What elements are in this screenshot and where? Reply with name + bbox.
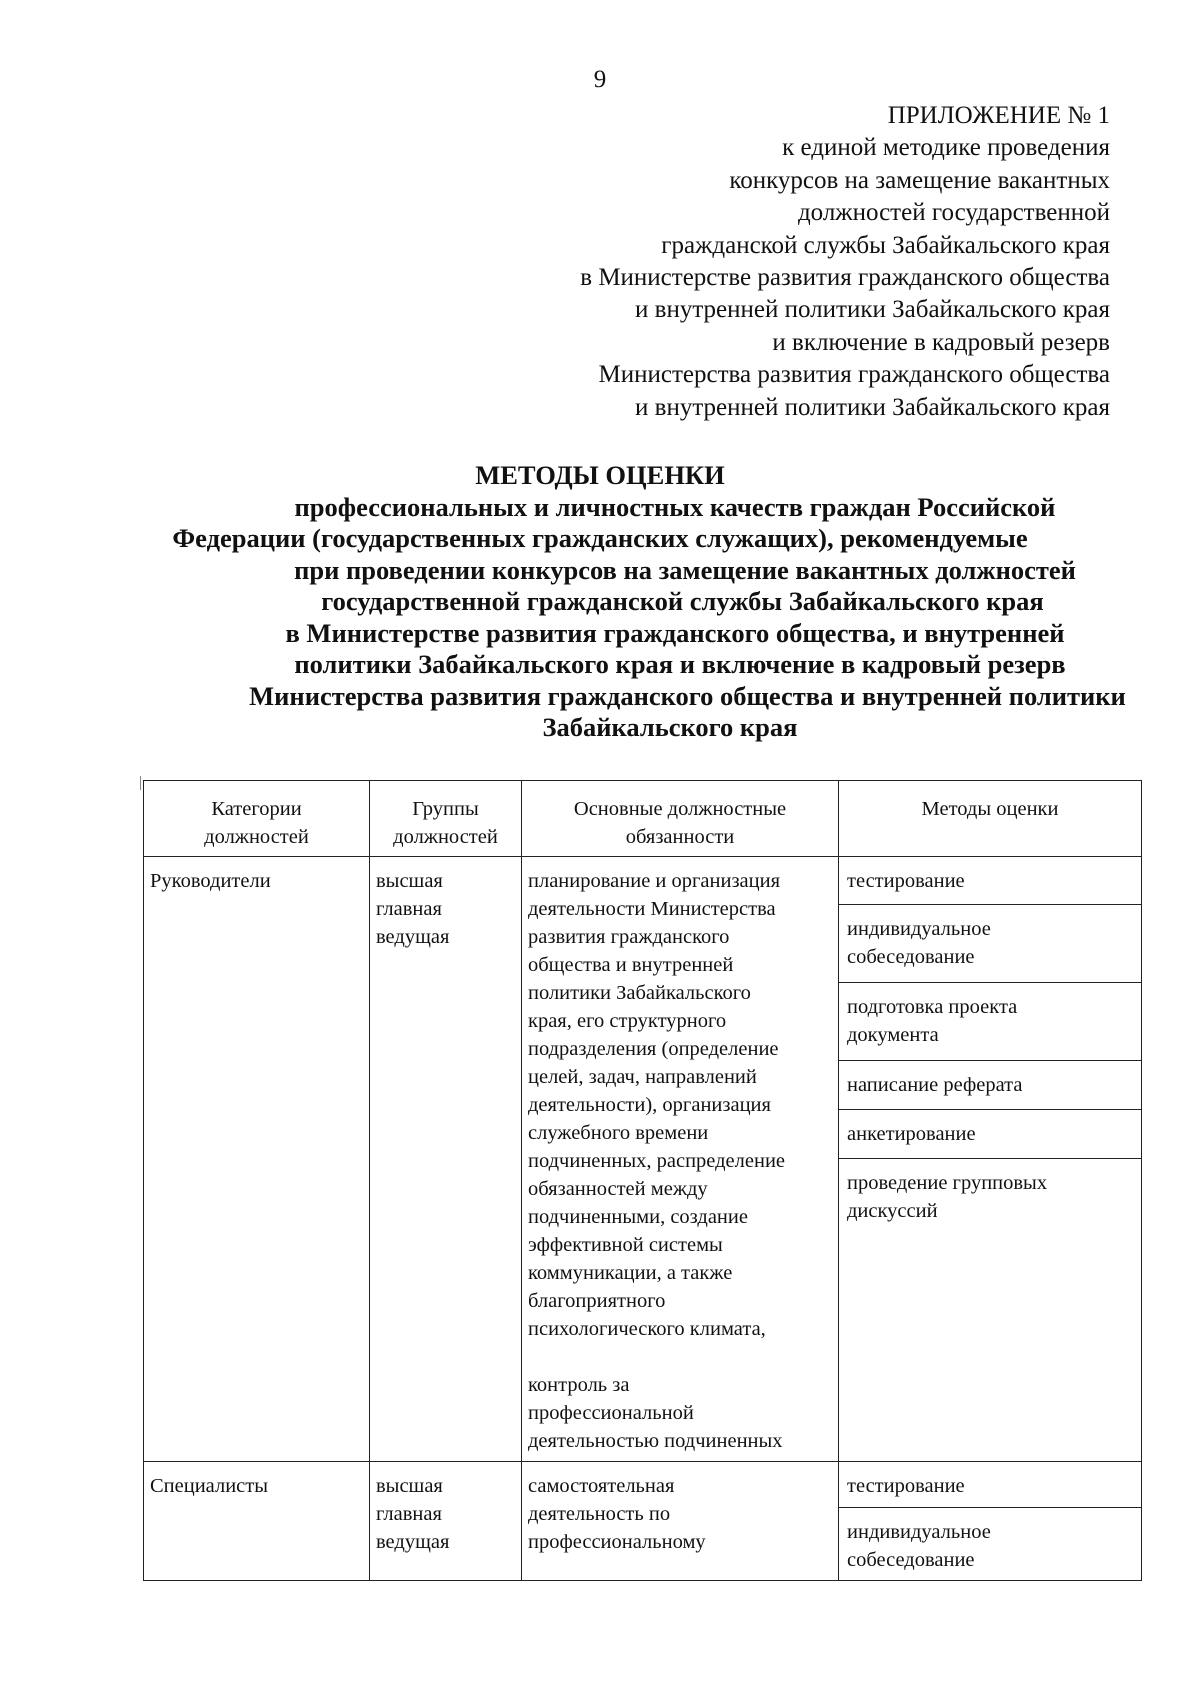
table-header-row xyxy=(144,781,1142,857)
margin-mark xyxy=(140,776,141,790)
appendix-line: и включение в кадровый резерв xyxy=(772,328,1110,356)
header-category: Категории должностей xyxy=(144,781,370,857)
title-line: Министерства развития гражданского общества и внутренней политики xyxy=(249,680,1126,711)
appendix-line: ПРИЛОЖЕНИЕ № 1 xyxy=(887,102,1110,129)
duties-cell xyxy=(522,857,839,1462)
assessment-methods-table xyxy=(143,780,1142,1581)
appendix-line: и внутренней политики Забайкальского края xyxy=(635,393,1110,421)
appendix-line: и внутренней политики Забайкальского края xyxy=(635,296,1110,324)
groups-cell: высшая главная ведущая xyxy=(370,857,522,1462)
method-item: анкетирование xyxy=(839,1110,1141,1159)
appendix-line: к единой методике проведения xyxy=(782,134,1110,162)
methods-cell xyxy=(839,1462,1142,1581)
duty-text: планирование и организация деятельности Министерства развития гражданского общества и внутренней политики Забайкальского края, его структурного подразделения (определение целей, задач, направлений деятельности), организация служебного времени подчиненных, распределение обязанностей между подчиненными, создание эффективной системы коммуникации, а также благоприятного психологического климата, xyxy=(528,870,786,1340)
duties-cell xyxy=(522,1462,839,1581)
method-item: проведение групповых дискуссий xyxy=(847,1172,1048,1222)
category-cell: Специалисты xyxy=(144,1462,370,1581)
title-line: в Министерстве развития гражданского общества, и внутренней xyxy=(285,617,1065,648)
appendix-line: должностей государственной xyxy=(797,199,1110,227)
table-row xyxy=(144,857,1142,1462)
appendix-line: Министерства развития гражданского общества xyxy=(598,361,1110,389)
duty-text: контроль за профессиональной деятельностью подчиненных xyxy=(528,1374,783,1452)
duty-text: самостоятельная деятельность по профессиональному xyxy=(528,1475,706,1553)
methods-cell xyxy=(839,857,1142,1462)
header-methods: Методы оценки xyxy=(839,781,1142,857)
document-title xyxy=(0,460,1200,744)
method-item: тестирование xyxy=(839,857,1141,905)
header-groups: Группы должностей xyxy=(370,781,522,857)
groups-cell: высшая главная ведущая xyxy=(370,1462,522,1581)
appendix-header xyxy=(580,100,1110,424)
method-item: индивидуальное собеседование xyxy=(839,905,1141,983)
title-line: при проведении конкурсов на замещение вакантных должностей xyxy=(294,554,1076,585)
title-line: Федерации (государственных гражданских служащих), рекомендуемые xyxy=(172,523,1028,553)
title-line: Забайкальского края xyxy=(542,712,798,742)
appendix-line: в Министерстве развития гражданского общества xyxy=(580,264,1110,292)
category-cell: Руководители xyxy=(144,857,370,1462)
method-item: подготовка проекта документа xyxy=(839,983,1141,1061)
appendix-line: гражданской службы Забайкальского края xyxy=(661,231,1110,259)
page-number: 9 xyxy=(593,66,607,93)
header-duties: Основные должностные обязанности xyxy=(522,781,839,857)
title-heading: МЕТОДЫ ОЦЕНКИ xyxy=(475,460,725,490)
title-line: политики Забайкальского края и включение в кадровый резерв xyxy=(294,649,1066,679)
method-item: тестирование xyxy=(839,1462,1141,1508)
title-line: государственной гражданской службы Забайкальского края xyxy=(321,586,1044,616)
method-item: индивидуальное собеседование xyxy=(847,1521,991,1571)
table-row xyxy=(144,1462,1142,1581)
appendix-line: конкурсов на замещение вакантных xyxy=(729,166,1110,194)
method-item: написание реферата xyxy=(839,1061,1141,1110)
title-line: профессиональных и личностных качеств граждан Российской xyxy=(294,491,1056,522)
